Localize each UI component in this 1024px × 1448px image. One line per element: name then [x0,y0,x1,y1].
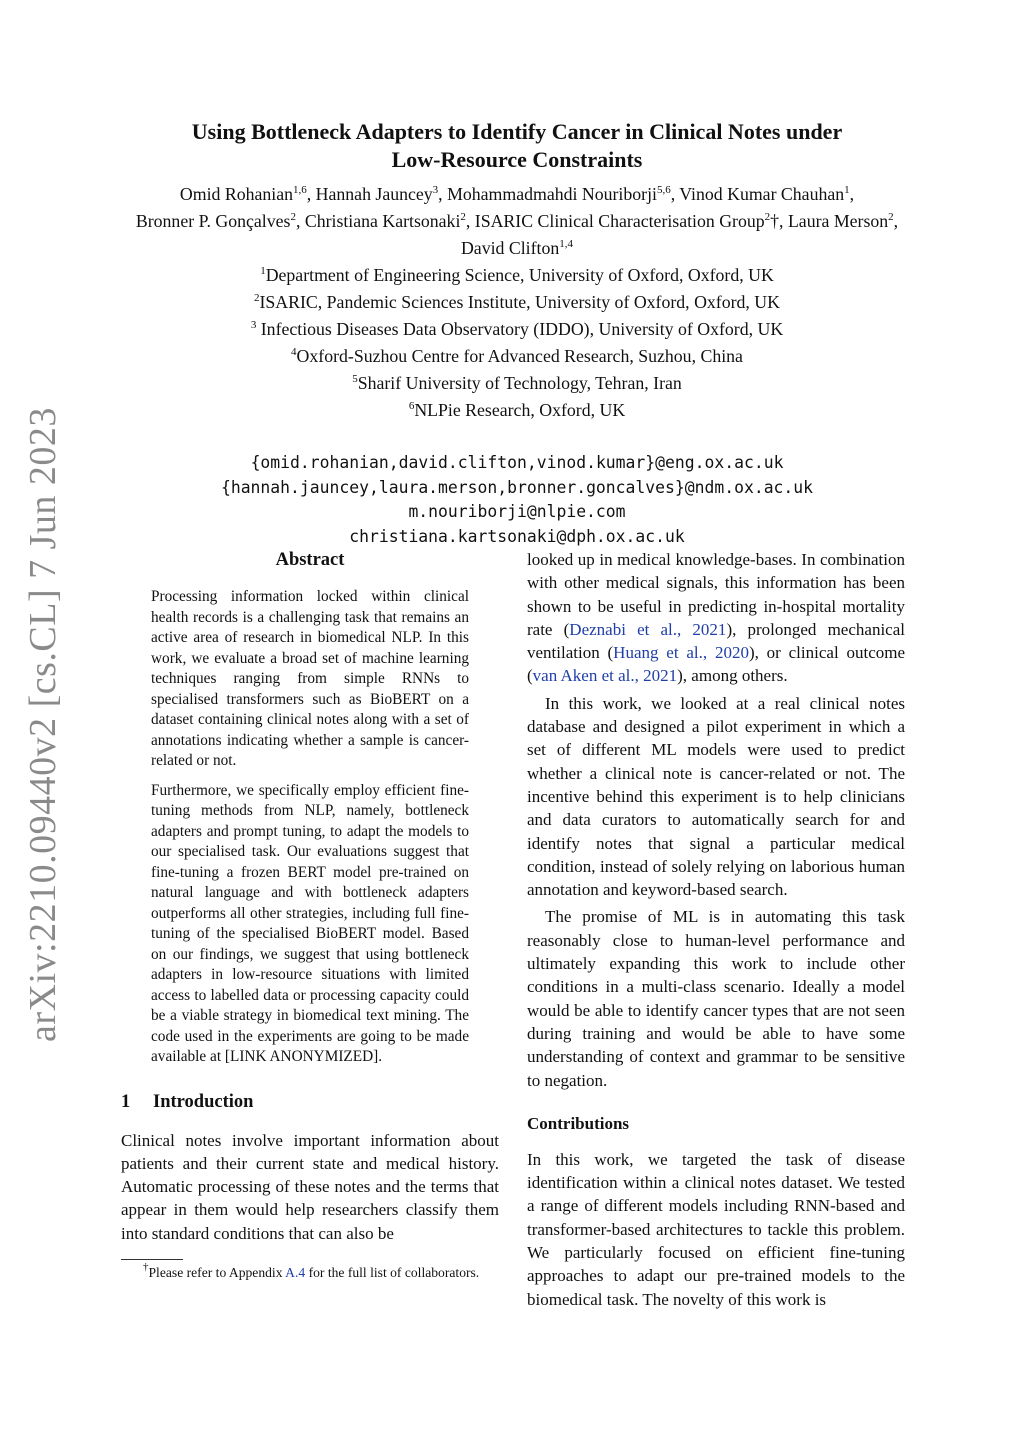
affiliation: $^3$ Infectious Diseases Data Observatory (IDDO), University of Oxford, UK [250,319,784,339]
citation-link[interactable]: Deznabi et al., 2021 [569,619,727,639]
footnote: †Please refer to Appendix A.4 for the full list of collaborators. [143,1260,480,1280]
author-name: Bronner P. Gonçalves [135,211,291,231]
affiliation-list [60,263,974,425]
body-paragraph: In this work, we targeted the task of disease identification within a clinical notes dataset. We tested a range of different models including RNN-based and transformer-based architectures to tackle this problem. We particularly focused on efficient fine-tuning approaches to adapt our pre-trained models to the biomedical task. The novelty of this work is [527,1149,905,1309]
author-affil-sup: 3 [432,184,439,196]
citation-link[interactable]: van Aken et al., 2021 [532,666,678,686]
footnote-mark: † [143,1260,149,1273]
author-name: Vinod Kumar Chauhan [679,184,845,204]
body-paragraph: looked up in medical knowledge-bases. In combination with other medical signals, this information has been shown to be useful in predicting in-hospital mortality rate (Deznabi et al., 2021), prolonged mechanical ventilation (Huang et al., 2020), or clinical outcome (van Aken et al., 2021), among others. [527,550,906,686]
intro-body [121,1129,499,1245]
author-name: Laura Merson [787,211,889,231]
body-paragraph: In this work, we looked at a real clinical notes database and designed a pilot experiment in which a set of different ML models were used to predict whether a clinical note is cancer-related or not. The incentive behind this experiment is to help clinicians and data curators to automatically search for and identify notes that signal a particular medical condition, instead of solely relying on laborious human annotation and keyword-based search. [527,693,905,900]
author-name: Omid Rohanian [179,184,294,204]
author-name: Mohammadmahdi Nouriborji [447,184,657,204]
footnote-rule [121,1259,183,1260]
right-column [527,548,905,1311]
body-paragraph: Clinical notes involve important information about patients and their current state and medical history. Automatic processing of these notes and the terms that appear in them would help researchers classify them into standard conditions that can also be [121,1130,499,1243]
author-affil-sup: 2 [290,211,296,223]
email-line: {hannah.jauncey,laura.merson,bronner.goncalves}@ndm.ox.ac.uk [220,477,814,497]
affiliation: $^6$NLPie Research, Oxford, UK [408,400,626,420]
author-affil-sup: 1,6 [293,184,307,196]
appendix-link[interactable]: A.4 [285,1264,306,1280]
author-affil-sup: 5,6 [656,184,671,196]
author-affil-sup: 2 [764,211,771,223]
abstract-heading: Abstract [275,550,345,570]
author-affil-sup: 1,4 [559,238,574,250]
email-list [60,451,974,549]
author-name: Hannah Jauncey [315,184,433,204]
citation-link[interactable]: Huang et al., 2020 [613,643,749,663]
author-affil-sup: 2 [460,211,466,223]
affiliation: $^1$Department of Engineering Science, University of Oxford, Oxford, UK [260,265,774,285]
body-paragraph: The promise of ML is in automating this task reasonably close to human-level performance and ultimately expanding this work to include other conditions in a multi-class scenario. Ideally a model would be able to identify cancer types that are not seen during training and would be able to have some understanding of context and grammar to be sensitive to negation. [527,907,905,1090]
abstract-paragraph: Processing information locked within clinical health records is a challenging task that remains an active area of research in biomedical NLP. In this work, we evaluate a broad set of machine learning techniques ranging from simple RNNs to specialised transformers such as BioBERT on a dataset containing clinical notes along with a set of annotations indicating whether a sample is cancer-related or not. [151,588,469,769]
author-name: David Clifton [460,238,560,258]
affiliation: $^4$Oxford-Suzhou Centre for Advanced Research, Suzhou, China [291,346,743,366]
contributions-body [527,1148,905,1311]
arxiv-stamp: arXiv:2210.09440v2 [cs.CL] 7 Jun 2023 [22,407,64,1042]
section-title: Introduction [153,1091,254,1112]
author-list: Omid Rohanian$^{1,6}$, Hannah Jauncey$^3$, Mohammadmahdi Nouriborji$^{5,6}$, Vinod Kumar Chauhan$^1$, Bronner P. Gonçalves$^2$, Christiana Kartsonaki$^2$, ISARIC Clinical Characterisation Group$^2$†, Laura Merson$^2$, David Clifton$^{1,4}$ [135,184,899,258]
abstract-body [151,587,469,1068]
affiliation: $^2$ISARIC, Pandemic Sciences Institute, University of Oxford, Oxford, UK [253,292,780,312]
author-affil-sup: 1 [844,184,850,196]
author-name: Christiana Kartsonaki [304,211,461,231]
dagger-mark: † [770,211,780,231]
section-number: 1 [121,1091,131,1112]
email-line: christiana.kartsonaki@dph.ox.ac.uk [349,526,685,546]
title-line-2: Low-Resource Constraints [391,147,643,172]
contributions-heading: Contributions [527,1113,630,1133]
author-affil-sup: 2 [888,211,894,223]
section-heading-introduction [121,1092,499,1113]
left-column [121,548,499,1284]
paper-header [60,118,974,549]
paper-title [60,118,974,174]
email-line: {omid.rohanian,david.clifton,vinod.kumar}@eng.ox.ac.uk [250,453,784,472]
email-line: m.nouriborji@nlpie.com [408,502,626,521]
abstract-paragraph: Furthermore, we specifically employ efficient fine-tuning methods from NLP, namely, bottleneck adapters and prompt tuning, to adapt the models to our specialised task. Our evaluations suggest that fine-tuning a frozen BERT model pre-trained on natural language and with bottleneck adapters outperforms all other strategies, including full fine-tuning of the specialised BioBERT model. Based on our findings, we suggest that using bottleneck adapters in low-resource situations with limited access to labelled data or processing capacity could be a viable strategy in biomedical text mining. The code used in the experiments are going to be made available at [LINK ANONYMIZED]. [151,781,469,1065]
affiliation: $^5$Sharif University of Technology, Tehran, Iran [352,373,682,393]
author-name: ISARIC Clinical Characterisation Group [474,211,765,231]
title-line-1: Using Bottleneck Adapters to Identify Cancer in Clinical Notes under [191,119,843,144]
right-body [527,548,905,1092]
